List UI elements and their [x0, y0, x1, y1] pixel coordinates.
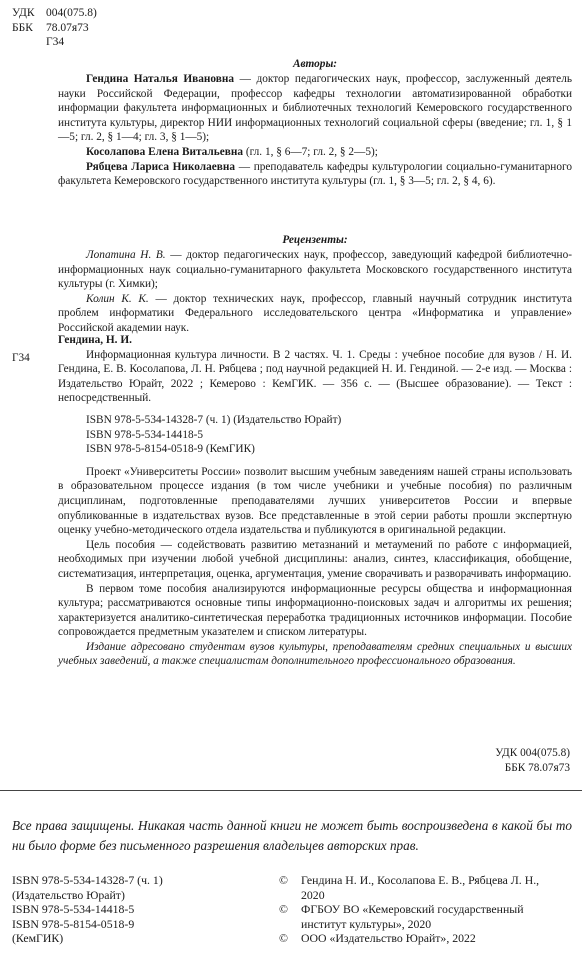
- udk-value: 004(075.8): [46, 7, 97, 19]
- footer-isbn-line: (Издательство Юрайт): [12, 887, 125, 902]
- reviewer-2-text: — доктор технических наук, профессор, главный научный сотрудник института проблем информатики Федерального исследовательского центра «Информатика и управление» Российской академии наук.: [58, 292, 572, 334]
- reviewer-1: [58, 248, 572, 292]
- copyright-2: [279, 902, 575, 931]
- copyright-1-line-1: Гендина Н. И., Косолапова Е. В., Рябцева Л. Н.,: [301, 873, 540, 887]
- author-1-name: Гендина Наталья Ивановна: [86, 73, 235, 85]
- copyright-icon: ©: [279, 931, 288, 946]
- copyright-2-line-1: ФГБОУ ВО «Кемеровский государственный: [301, 902, 524, 917]
- annotation-p3: В первом томе пособия анализируются информационные ресурсы общества и информационная культура; рассматриваются основные типы информационно-поисковых задач и алгоритмы их решения; характеризуется аналитико-синтетическая переработка традиционных источников информации. Пособие сопровождается предметным указателем и списком литературы.: [58, 582, 572, 639]
- authors-title: Авторы:: [292, 58, 338, 70]
- copyright-3: [279, 931, 575, 946]
- reviewer-1-text: — доктор педагогических наук, профессор, заведующий кафедрой библиотечно-информационных наук социально-гуманитарного факультета Московского государственного института культуры (г. Химки);: [58, 249, 572, 291]
- udk-right: УДК 004(075.8): [495, 747, 570, 759]
- catalog-block: [58, 333, 572, 669]
- footer-isbn-line: ISBN 978-5-534-14418-5: [12, 902, 135, 917]
- isbn-list: [58, 413, 572, 457]
- bbk-value: 78.07я73: [46, 21, 89, 34]
- isbn-1: ISBN 978-5-534-14328-7 (ч. 1) (Издательство Юрайт): [86, 413, 342, 426]
- footer-isbn-line: (КемГИК): [12, 931, 64, 946]
- footer-isbn-line: ISBN 978-5-8154-0518-9: [12, 916, 135, 931]
- annotation-p2: Цель пособия — содействовать развитию метазнаний и метаумений по работе с информацией, необходимых при изучении любой учебной дисциплины: анализ, синтез, классификация, обобщение, систематизация, интерпретация, оценка, аргументация, умение сворачивать и разворачивать информацию.: [58, 538, 572, 580]
- bibliographic-description: Информационная культура личности. В 2 частях. Ч. 1. Среды : учебное пособие для вузов / Н. И. Гендина, Е. В. Косолапова, Л. Н. Рябцева ; под научной редакцией Н. И. Гендиной. — 2-е изд. — Москва : Издательство Юрайт, 2022 ; Кемерово : КемГИК. — 356 с. — (Высшее образование). — Текст : непосредственный.: [58, 348, 572, 405]
- footer-isbn-line: ISBN 978-5-534-14328-7 (ч. 1): [12, 873, 163, 887]
- main-author: Гендина, Н. И.: [58, 334, 132, 346]
- author-2-text: (гл. 1, § 6—7; гл. 2, § 2—5);: [243, 145, 378, 158]
- bbk-right: ББК 78.07я73: [504, 761, 570, 774]
- author-1: [58, 72, 572, 145]
- bbk-label: ББК: [12, 21, 33, 34]
- author-2: [58, 145, 572, 160]
- annotation-p1: Проект «Университеты России» позволит высшим учебным заведениям нашей страны использовать в образовательном процессе издания (в том числе учебники и учебные пособия) по различным дисциплинам, подготовленные преподавателями лучших университетов России и впервые опубликованные в издательствах вузов. Все представленные в этой серии работы прошли экспертную оценку учебно-методического отдела издательства и публикуются в оригинальной редакции.: [58, 465, 572, 537]
- copyright-1-line-2: 2020: [301, 887, 325, 902]
- author-3-name: Рябцева Лариса Николаевна: [86, 160, 236, 173]
- reviewer-2: [58, 292, 572, 336]
- catalog-index: [300, 746, 570, 775]
- footer-copyrights: [279, 873, 575, 946]
- copyright-icon: ©: [279, 873, 288, 887]
- copyright-1: [279, 873, 575, 902]
- classification-block: [12, 6, 97, 50]
- author-1-text: — доктор педагогических наук, профессор, заслуженный деятель науки Российской Федерации, профессор кафедры технологии автоматизированной обработки информации факультета информационных и библиотечных технологий Кемеровского государственного института культуры, директор НИИ информационных технологий социальной сферы (введение; гл. 1, § 1—5; гл. 2, § 1—4; гл. 3, § 1—5);: [58, 73, 572, 144]
- copyright-3-line-1: ООО «Издательство Юрайт», 2022: [301, 931, 476, 946]
- annotation-p4: Издание адресовано студентам вузов культуры, преподавателям средних специальных и высших учебных заведений, а также специалистам дополнительного профессионального образования.: [58, 640, 572, 668]
- copyright-icon: ©: [279, 902, 288, 917]
- rights-notice: Все права защищены. Никакая часть данной книги не может быть воспроизведена в какой бы то ни было форме без письменного разрешения владельцев авторских прав.: [12, 818, 572, 853]
- author-2-name: Косолапова Елена Витальевна: [86, 145, 244, 158]
- reviewer-1-name: Лопатина Н. В.: [86, 249, 166, 261]
- divider: [0, 790, 582, 791]
- isbn-2: ISBN 978-5-534-14418-5: [86, 428, 204, 441]
- footer-isbn: [12, 873, 163, 946]
- author-3: [58, 160, 572, 189]
- copyright-2-line-2: институт культуры», 2020: [301, 916, 432, 931]
- authors-block: [58, 72, 572, 189]
- reviewers-block: [58, 248, 572, 336]
- catalog-margin-mark: Г34: [12, 352, 30, 364]
- udk-label: УДК: [12, 7, 35, 19]
- reviewers-title: Рецензенты:: [282, 234, 348, 246]
- author-3-text: — преподаватель кафедры культурологии социально-гуманитарного факультета Кемеровского государственного института культуры (гл. 1, § 3—5; гл. 2, § 4, 6).: [58, 160, 572, 188]
- reviewer-2-name: Колин К. К.: [86, 292, 149, 305]
- author-mark: Г34: [46, 36, 65, 49]
- isbn-3: ISBN 978-5-8154-0518-9 (КемГИК): [86, 443, 255, 456]
